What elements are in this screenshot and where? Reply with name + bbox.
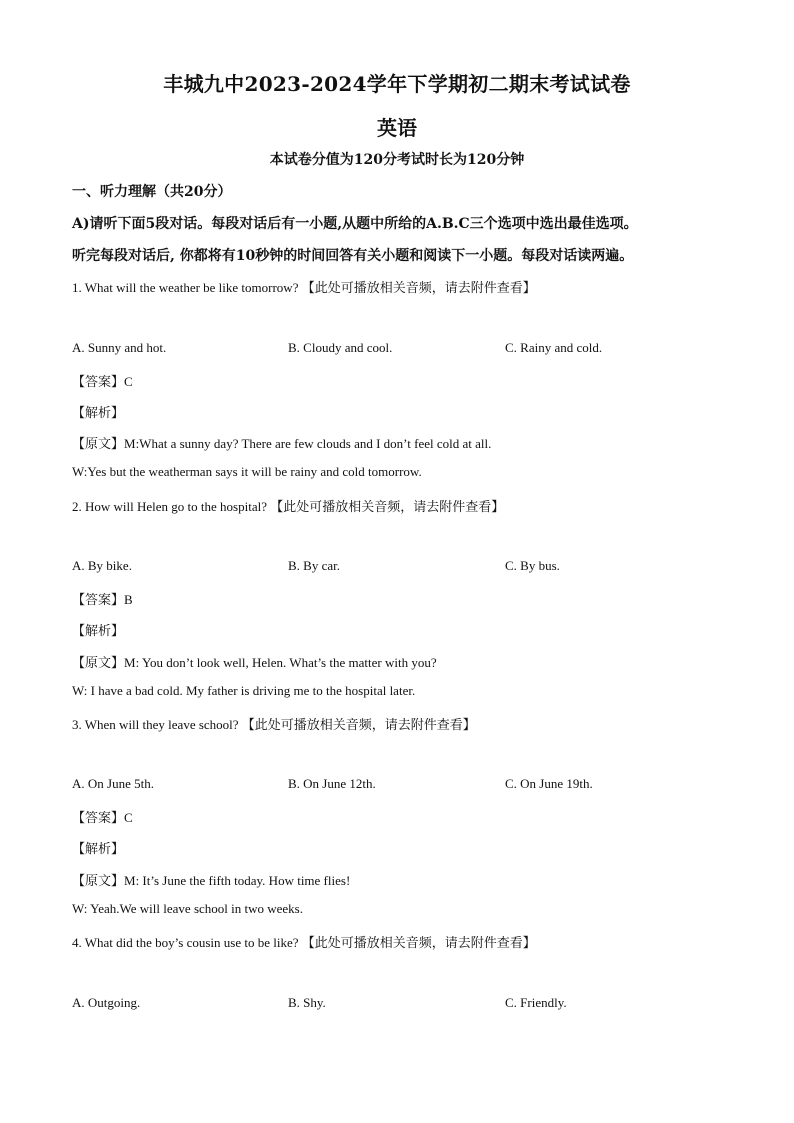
option-b: B. Cloudy and cool. xyxy=(288,340,393,355)
exam-info: 本试卷分值为120分考试时长为120分钟 xyxy=(269,152,525,168)
original-line-2: W:Yes but the weatherman says it will be rainy and cold tomorrow. xyxy=(72,464,422,479)
question-text: 1. What will the weather be like tomorrow? xyxy=(72,280,299,295)
section-instruction-2: 听完每段对话后, 你都将有10秒钟的时间回答有关小题和阅读下一小题。每段对话读两遍。 xyxy=(72,248,634,264)
answer-line xyxy=(72,589,133,608)
analysis-label: 【解析】 xyxy=(72,406,125,421)
original-line xyxy=(72,870,350,889)
question-text: 2. How will Helen go to the hospital? xyxy=(72,499,267,514)
option-a: A. By bike. xyxy=(72,558,132,573)
original-text: M:What a sunny day? There are few clouds and I don’t feel cold at all. xyxy=(124,436,492,451)
question-stem xyxy=(72,496,504,515)
exam-subject: 英语 xyxy=(377,116,417,140)
option-a: A. Outgoing. xyxy=(72,995,141,1010)
answer-line xyxy=(72,807,133,826)
original-text: M: It’s June the fifth today. How time flies! xyxy=(124,873,351,888)
original-line-2: W: Yeah.We will leave school in two weeks. xyxy=(72,901,303,916)
option-a: A. Sunny and hot. xyxy=(72,340,167,355)
audio-note[interactable]: 【此处可播放相关音频，请去附件查看】 xyxy=(270,500,505,515)
option-c: C. On June 19th. xyxy=(505,776,593,791)
question-stem xyxy=(72,714,476,733)
exam-title: 丰城九中2023-2024学年下学期初二期末考试试卷 xyxy=(163,72,631,96)
question-stem xyxy=(72,932,536,951)
answer-label: 【答案】 xyxy=(72,375,125,390)
option-a: A. On June 5th. xyxy=(72,776,154,791)
question-text: 3. When will they leave school? xyxy=(72,717,239,732)
original-line xyxy=(72,433,491,452)
analysis-label: 【解析】 xyxy=(72,624,125,639)
option-c: C. By bus. xyxy=(505,558,560,573)
original-label: 【原文】 xyxy=(72,437,125,452)
answer-value: C xyxy=(124,374,133,389)
original-text: M: You don’t look well, Helen. What’s the matter with you? xyxy=(124,655,437,670)
answer-value: C xyxy=(124,810,133,825)
answer-line xyxy=(72,371,133,390)
answer-label: 【答案】 xyxy=(72,811,125,826)
section-heading: 一、听力理解（共20分） xyxy=(72,184,232,200)
option-b: B. On June 12th. xyxy=(288,776,376,791)
option-b: B. By car. xyxy=(288,558,340,573)
option-c: C. Friendly. xyxy=(505,995,567,1010)
audio-note[interactable]: 【此处可播放相关音频，请去附件查看】 xyxy=(241,718,476,733)
audio-note[interactable]: 【此处可播放相关音频，请去附件查看】 xyxy=(301,281,536,296)
question-stem xyxy=(72,277,536,296)
original-line xyxy=(72,652,437,671)
original-label: 【原文】 xyxy=(72,656,125,671)
option-c: C. Rainy and cold. xyxy=(505,340,603,355)
answer-label: 【答案】 xyxy=(72,593,125,608)
analysis-label: 【解析】 xyxy=(72,842,125,857)
section-instruction-1: A)请听下面5段对话。每段对话后有一小题,从题中所给的A.B.C三个选项中选出最佳选项。 xyxy=(72,216,638,232)
option-b: B. Shy. xyxy=(288,995,326,1010)
audio-note[interactable]: 【此处可播放相关音频，请去附件查看】 xyxy=(301,936,536,951)
original-label: 【原文】 xyxy=(72,874,125,889)
original-line-2: W: I have a bad cold. My father is driving me to the hospital later. xyxy=(72,683,416,698)
question-text: 4. What did the boy’s cousin use to be like? xyxy=(72,935,299,950)
answer-value: B xyxy=(124,592,133,607)
